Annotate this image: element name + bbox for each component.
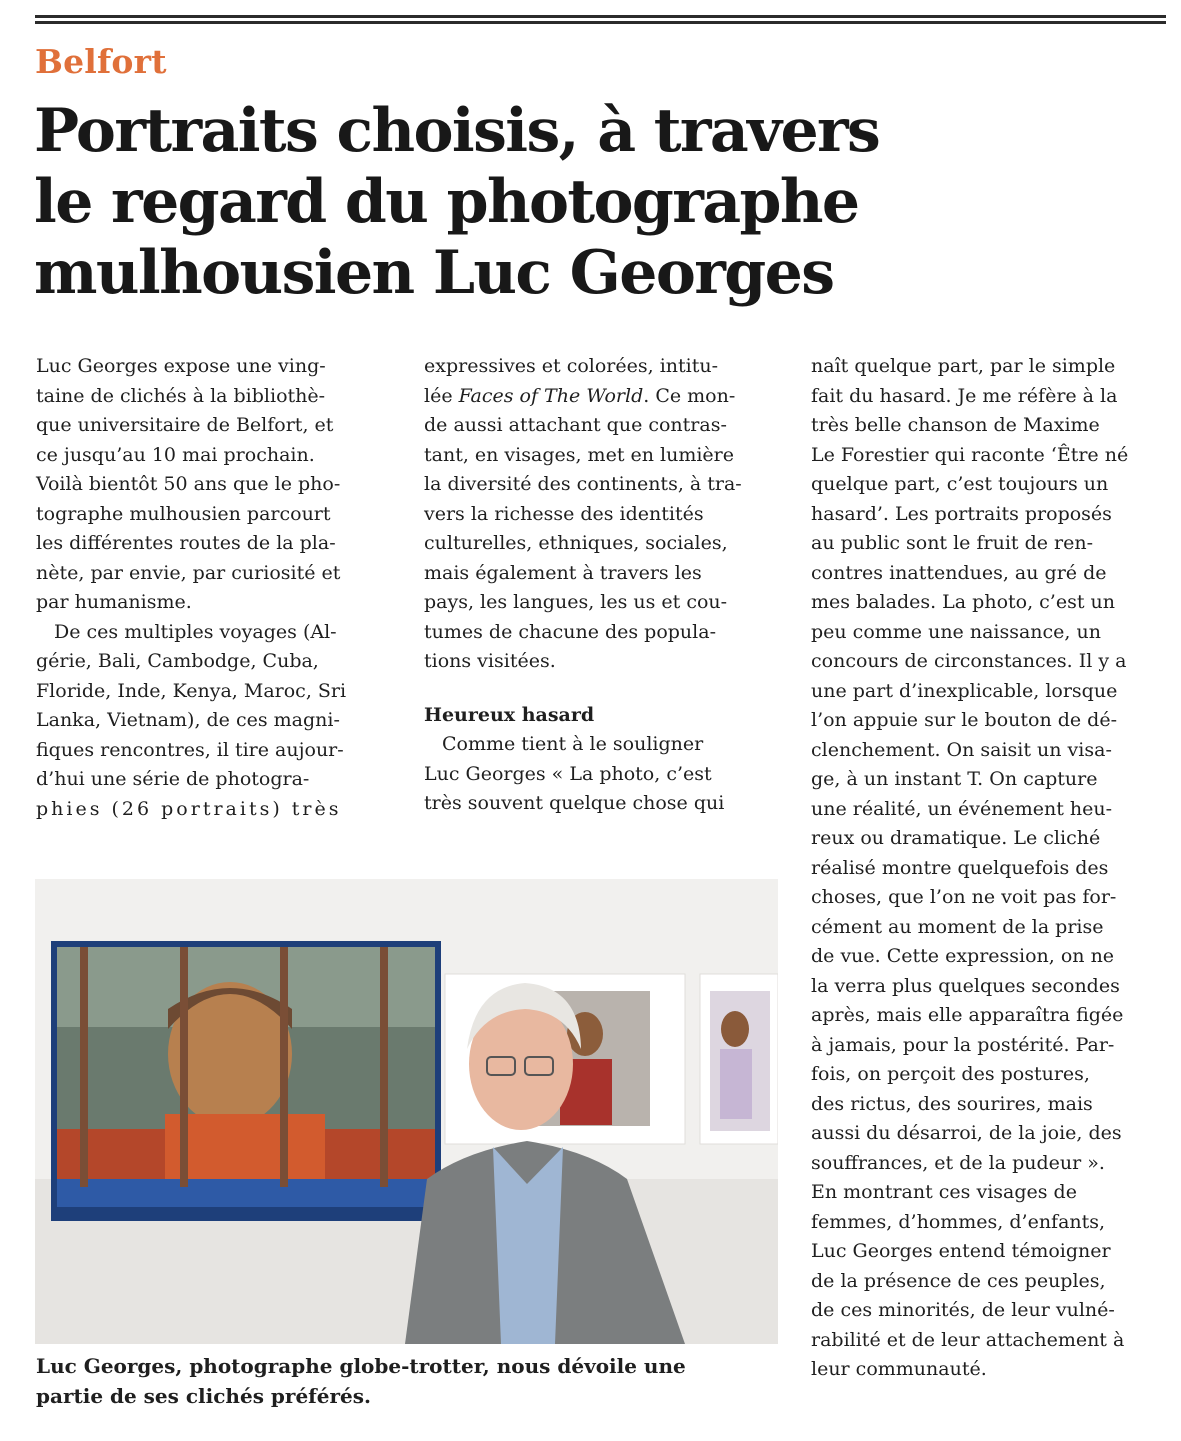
text-line: reux ou dramatique. Le cliché — [811, 827, 1101, 849]
text-line: peu comme une naissance, un — [811, 620, 1101, 643]
text-line: femmes, d’hommes, d’enfants, — [811, 1210, 1106, 1233]
text-line: très souvent quelque chose qui — [424, 792, 725, 814]
text-line: de vue. Cette expression, on ne — [811, 945, 1115, 967]
text-line: contres inattendues, au gré de — [811, 561, 1107, 584]
text-line: gérie, Bali, Cambodge, Cuba, — [36, 650, 319, 672]
caption-line: Luc Georges, photographe globe-trotter, nous dévoile une — [36, 1354, 686, 1378]
text-line: Comme tient à le souligner — [442, 733, 704, 755]
text-line: En montrant ces visages de — [811, 1181, 1077, 1203]
text-line: cément au moment de la prise — [811, 915, 1104, 938]
headline — [34, 96, 934, 309]
text-line: Le Forestier qui raconte ‘Être né — [811, 443, 1129, 466]
text-line: tions visitées. — [424, 650, 556, 672]
text-line: de ces minorités, de leur vulné- — [811, 1299, 1115, 1321]
text-line: Luc Georges entend témoigner — [811, 1240, 1111, 1262]
text-line: quelque part, c’est toujours un — [811, 473, 1109, 495]
text-line: à jamais, pour la postérité. Par- — [811, 1033, 1115, 1056]
text-line: leur communauté. — [811, 1358, 987, 1380]
exhibition-title: Faces of The World — [458, 384, 644, 407]
text-line: fois, on perçoit des postures, — [811, 1063, 1090, 1085]
subheading: Heureux hasard — [424, 703, 595, 726]
text-line: vers la richesse des identités — [424, 502, 704, 525]
text-line: taine de clichés à la bibliothè- — [36, 384, 326, 407]
text-line: Lanka, Vietnam), de ces magni- — [36, 709, 340, 731]
text-line: culturelles, ethniques, sociales, — [424, 532, 728, 554]
text-line: fiques rencontres, il tire aujour- — [36, 738, 344, 761]
text-line: expressives et colorées, intitu- — [424, 355, 719, 377]
text-line: nète, par envie, par curiosité et — [36, 561, 341, 584]
text-line: de la présence de ces peuples, — [811, 1269, 1106, 1292]
text-line: rabilité et de leur attachement à — [811, 1328, 1125, 1351]
text-line: ce jusqu’au 10 mai prochain. — [36, 443, 315, 466]
text-line: très belle chanson de Maxime — [811, 414, 1100, 436]
text-line: phies (26 portraits) très — [36, 797, 342, 820]
article-column-2 — [424, 352, 779, 819]
text-line: mes balades. La photo, c’est un — [811, 591, 1115, 613]
text-line: mais également à travers les — [424, 561, 702, 584]
text-line: ge, à un instant T. On capture — [811, 768, 1098, 790]
photo-caption — [36, 1351, 781, 1411]
text-line: la diversité des continents, à tra- — [424, 473, 742, 495]
text-line: choses, que l’on ne voit pas for- — [811, 886, 1117, 908]
article-column-1 — [36, 352, 388, 824]
text-line: des rictus, des sourires, mais — [811, 1092, 1093, 1115]
top-rule-second — [35, 21, 1166, 24]
text-line: pays, les langues, les us et cou- — [424, 591, 728, 613]
caption-line: partie de ses clichés préférés. — [36, 1384, 371, 1408]
text-line: naît quelque part, par le simple — [811, 355, 1116, 377]
text-line: tographe mulhousien parcourt — [36, 502, 331, 525]
text-line: les différentes routes de la pla- — [36, 532, 336, 554]
text-line: après, mais elle apparaîtra figée — [811, 1004, 1124, 1026]
text-line: Floride, Inde, Kenya, Maroc, Sri — [36, 679, 347, 702]
text-line: Voilà bientôt 50 ans que le pho- — [36, 473, 341, 495]
text-line: tumes de chacune des popula- — [424, 620, 716, 643]
article-column-3 — [811, 352, 1168, 1385]
top-rule — [35, 15, 1166, 18]
text-line: au public sont le fruit de ren- — [811, 532, 1093, 554]
text-line: de aussi attachant que contras- — [424, 414, 727, 436]
text-line: l’on appuie sur le bouton de dé- — [811, 709, 1118, 731]
text-line: Luc Georges expose une ving- — [36, 355, 326, 377]
headline-line: le regard du photographe — [34, 167, 859, 237]
text-line: la verra plus quelques secondes — [811, 974, 1120, 997]
text-line — [424, 382, 779, 412]
headline-line: Portraits choisis, à travers — [34, 96, 880, 166]
text-line: que universitaire de Belfort, et — [36, 414, 334, 436]
text-line: concours de circonstances. Il y a — [811, 650, 1127, 672]
text-line: hasard’. Les portraits proposés — [811, 502, 1112, 525]
text-line: Luc Georges « La photo, c’est — [424, 762, 712, 785]
text-line: d’hui une série de photogra- — [36, 768, 310, 790]
text-line: De ces multiples voyages (Al- — [54, 620, 337, 643]
photo-illustration — [35, 879, 778, 1344]
headline-line: mulhousien Luc Georges — [34, 238, 834, 308]
text-line: souffrances, et de la pudeur ». — [811, 1151, 1105, 1174]
article-photo — [35, 879, 778, 1344]
text-line: aussi du désarroi, de la joie, des — [811, 1122, 1122, 1144]
text-line: tant, en visages, met en lumière — [424, 443, 734, 466]
text-line: une part d’inexplicable, lorsque — [811, 679, 1118, 702]
section-kicker: Belfort — [35, 42, 167, 81]
text-line: réalisé montre quelquefois des — [811, 856, 1109, 879]
text-line: par humanisme. — [36, 591, 192, 613]
text-line: une réalité, un événement heu- — [811, 797, 1113, 820]
text-fragment: . Ce mon- — [643, 384, 736, 407]
text-line: fait du hasard. Je me réfère à la — [811, 384, 1118, 407]
text-line: clenchement. On saisit un visa- — [811, 738, 1112, 761]
text-fragment: lée — [424, 384, 453, 407]
